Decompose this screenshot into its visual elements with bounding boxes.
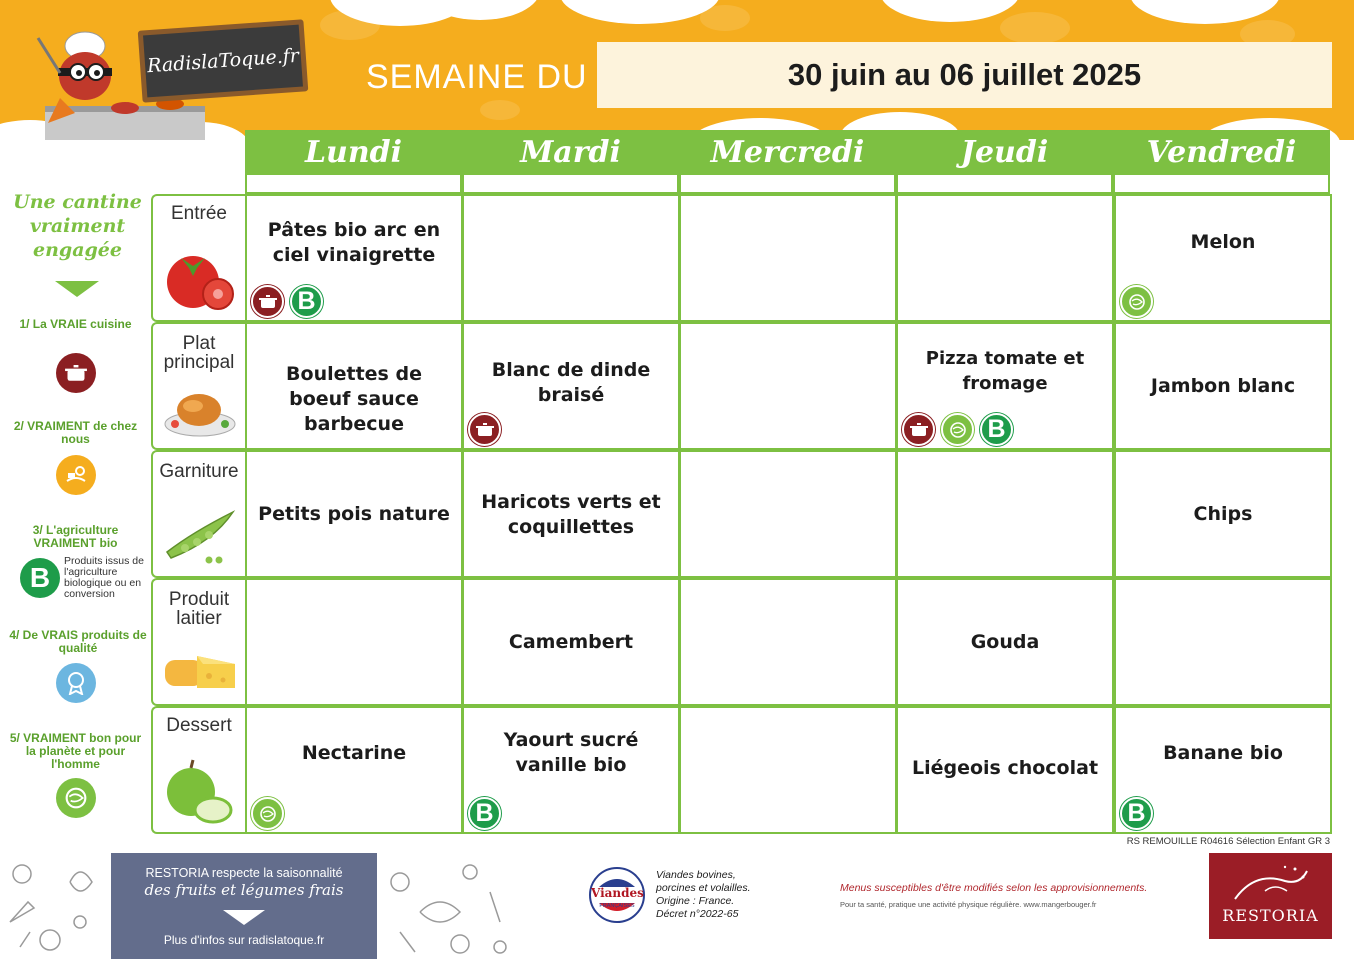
- cheese-icon: [163, 630, 237, 696]
- dish-name: Melon: [1190, 231, 1256, 253]
- dish-name: Blanc de dinde braisé: [491, 359, 651, 406]
- dish-name: Yaourt sucré vanille bio: [503, 729, 639, 776]
- brand-logo: RadislaToque.fr: [138, 19, 309, 102]
- apple-icon: [163, 758, 237, 824]
- planet-icon: [1120, 285, 1153, 318]
- menu-cell-laitier-vendredi: [1114, 578, 1332, 706]
- dish-name: Gouda: [970, 631, 1040, 653]
- menu-cell-plat-vendredi: [1114, 322, 1332, 450]
- down-arrow-icon: [55, 281, 99, 297]
- dish-name: Chips: [1193, 503, 1253, 525]
- menu-cell-entree-jeudi: [896, 194, 1114, 322]
- day-header-vendredi: Vendredi: [1113, 130, 1330, 194]
- week-label: SEMAINE DU: [366, 58, 588, 96]
- category-dessert: Dessert: [151, 706, 245, 834]
- seasonality-promo: RESTORIA respecte la saisonnalité des fruits et légumes frais Plus d'infos sur radislatoque.fr: [111, 853, 377, 959]
- tomato-icon: [163, 246, 237, 312]
- pot-icon: [56, 353, 96, 393]
- menu-cell-dessert-lundi: [245, 706, 463, 834]
- dish-name: Petits pois nature: [258, 503, 450, 525]
- dish-name: Pâtes bio arc en ciel vinaigrette: [267, 219, 441, 266]
- bio-icon: B: [1120, 797, 1153, 830]
- planet-icon: [56, 778, 96, 818]
- menu-cell-plat-mercredi: [679, 322, 897, 450]
- roast-chicken-icon: [163, 374, 237, 440]
- sidebar-title: Une cantine vraiment engagée: [13, 191, 142, 261]
- menu-cell-garniture-vendredi: [1114, 450, 1332, 578]
- menus-disclaimer: Menus susceptibles d'être modifiés selon les approvisionnements.: [840, 882, 1148, 894]
- menu-cell-entree-mardi: [462, 194, 680, 322]
- day-header-jeudi: Jeudi: [896, 130, 1113, 194]
- sidebar-item-bio: 3/ L'agriculture VRAIMENT bio: [32, 523, 119, 550]
- dish-name: Nectarine: [301, 742, 407, 764]
- day-header-row: [245, 130, 1333, 194]
- menu-cell-laitier-mercredi: [679, 578, 897, 706]
- menu-cell-laitier-jeudi: [896, 578, 1114, 706]
- menu-cell-dessert-jeudi: [896, 706, 1114, 834]
- menu-cell-laitier-mardi: [462, 578, 680, 706]
- planet-icon: [941, 413, 974, 446]
- sidebar-item-planete: 5/ VRAIMENT bon pour la planète et pour l'homme: [9, 731, 142, 771]
- promo-link[interactable]: Plus d'infos sur radislatoque.fr: [163, 933, 325, 947]
- category-garniture: Garniture: [151, 450, 245, 578]
- menu-cell-plat-mardi: [462, 322, 680, 450]
- menu-cell-dessert-mardi: [462, 706, 680, 834]
- dish-name: Jambon blanc: [1150, 375, 1296, 397]
- peas-icon: [163, 502, 237, 568]
- viandes-origin-text: Viandes bovines, porcines et volailles. Origine : France. Décret n°2022-65: [656, 869, 751, 920]
- sidebar-item-cuisine: 1/ La VRAIE cuisine: [19, 317, 132, 331]
- quality-medal-icon: [56, 663, 96, 703]
- dish-name: Liégeois chocolat: [911, 757, 1099, 779]
- dish-name: Haricots verts et coquillettes: [481, 491, 661, 538]
- pot-icon: [251, 285, 284, 318]
- menu-cell-entree-mercredi: [679, 194, 897, 322]
- bio-icon: B: [290, 285, 323, 318]
- menu-cell-dessert-vendredi: [1114, 706, 1332, 834]
- menu-cell-entree-vendredi: [1114, 194, 1332, 322]
- dish-name: Boulettes de boeuf sauce barbecue: [286, 363, 422, 435]
- pot-icon: [468, 413, 501, 446]
- bio-note: Produits issus de l'agriculture biologique ou en conversion: [64, 555, 144, 600]
- dish-name: Banane bio: [1163, 742, 1283, 764]
- restoria-logo: RESTORIA: [1209, 853, 1332, 939]
- local-farm-icon: [56, 455, 96, 495]
- bio-icon: B: [980, 413, 1013, 446]
- bio-icon: B: [468, 797, 501, 830]
- date-range: 30 juin au 06 juillet 2025: [597, 42, 1332, 108]
- sidebar-item-local: 2/ VRAIMENT de chez nous: [13, 419, 138, 446]
- menu-cell-dessert-mercredi: [679, 706, 897, 834]
- bio-icon: B: [20, 558, 60, 598]
- menu-cell-garniture-jeudi: [896, 450, 1114, 578]
- planet-icon: [251, 797, 284, 830]
- category-plat-principal: Plat principal: [151, 322, 245, 450]
- viandes-francaises-logo: Viandes FRANÇAISES: [589, 867, 645, 923]
- day-header-lundi: Lundi: [245, 130, 462, 194]
- pot-icon: [902, 413, 935, 446]
- menu-cell-plat-lundi: [245, 322, 463, 450]
- menu-reference: RS REMOUILLE R04616 Sélection Enfant GR 3: [1126, 836, 1330, 847]
- category-produit-laitier: Produit laitier: [151, 578, 245, 706]
- sidebar-item-qualite: 4/ De VRAIS produits de qualité: [9, 628, 147, 655]
- menu-cell-garniture-lundi: [245, 450, 463, 578]
- menu-cell-garniture-mardi: [462, 450, 680, 578]
- day-header-mercredi: Mercredi: [679, 130, 896, 194]
- menu-cell-laitier-lundi: [245, 578, 463, 706]
- down-arrow-icon: [223, 910, 265, 925]
- dish-name: Pizza tomate et fromage: [925, 348, 1085, 394]
- dish-name: Camembert: [508, 631, 634, 653]
- menu-cell-entree-lundi: [245, 194, 463, 322]
- menu-cell-plat-jeudi: [896, 322, 1114, 450]
- health-note: Pour ta santé, pratique une activité physique régulière. www.mangerbouger.fr: [840, 900, 1097, 909]
- day-header-mardi: Mardi: [462, 130, 679, 194]
- menu-cell-garniture-mercredi: [679, 450, 897, 578]
- category-entree: Entrée: [151, 194, 245, 322]
